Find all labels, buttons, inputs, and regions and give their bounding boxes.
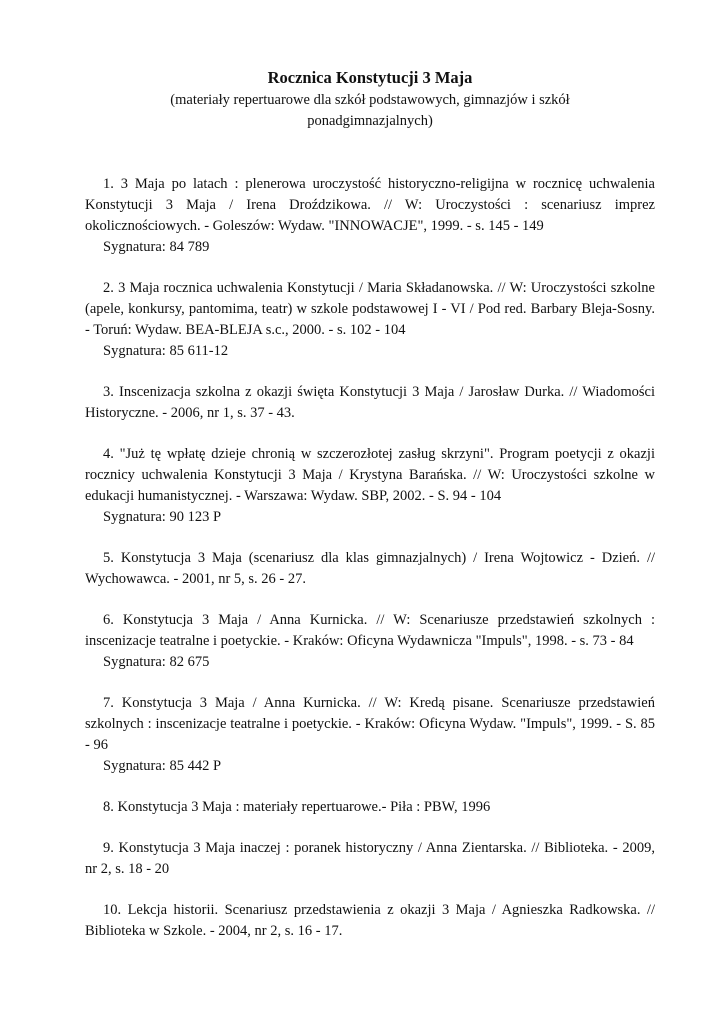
entry-text: 6. Konstytucja 3 Maja / Anna Kurnicka. // W: Scenariusze przedstawień szkolnych : inscenizacje teatralne i poetyckie. - Kraków: Oficyna Wydawnicza "Impuls", 1998. - s. 73 - 84	[85, 612, 655, 649]
bibliography-entry	[85, 693, 655, 777]
entry-text: 3. Inscenizacja szkolna z okazji święta Konstytucji 3 Maja / Jarosław Durka. // Wiadomości Historyczne. - 2006, nr 1, s. 37 - 43.	[85, 384, 655, 421]
entry-text: 7. Konstytucja 3 Maja / Anna Kurnicka. // W: Kredą pisane. Scenariusze przedstawień szkolnych : inscenizacje teatralne i poetyckie. - Kraków: Oficyna Wydaw. "Impuls", 1999. - S. 85 - 96	[85, 695, 655, 753]
bibliography-list	[85, 174, 655, 942]
entry-text: 9. Konstytucja 3 Maja inaczej : poranek historyczny / Anna Zientarska. // Biblioteka. - 2009, nr 2, s. 18 - 20	[85, 840, 655, 877]
bibliography-entry	[85, 610, 655, 673]
entry-signature: Sygnatura: 85 611-12	[103, 343, 229, 359]
document-title: Rocznica Konstytucji 3 Maja	[267, 68, 473, 87]
entry-text: 5. Konstytucja 3 Maja (scenariusz dla klas gimnazjalnych) / Irena Wojtowicz - Dzień. // Wychowawca. - 2001, nr 5, s. 26 - 27.	[85, 550, 655, 587]
entry-text: 10. Lekcja historii. Scenariusz przedstawienia z okazji 3 Maja / Agnieszka Radkowska. // Biblioteka w Szkole. - 2004, nr 2, s. 16 - 17.	[85, 902, 655, 939]
bibliography-entry	[85, 444, 655, 528]
document-page	[85, 66, 655, 962]
entry-signature: Sygnatura: 85 442 P	[103, 758, 222, 774]
bibliography-entry	[85, 797, 655, 818]
entry-signature: Sygnatura: 90 123 P	[103, 509, 222, 525]
bibliography-entry	[85, 838, 655, 880]
entry-text: 2. 3 Maja rocznica uchwalenia Konstytucji / Maria Składanowska. // W: Uroczystości szkolne (apele, konkursy, pantomima, teatr) w szkole podstawowej I - VI / Pod red. Barbary Bleja-Sosny. - Toruń: Wydaw. BEA-BLEJA s.c., 2000. - s. 102 - 104	[85, 280, 655, 338]
bibliography-entry	[85, 382, 655, 424]
entry-text: 1. 3 Maja po latach : plenerowa uroczystość historyczno-religijna w rocznicę uchwalenia Konstytucji 3 Maja / Irena Droździkowa. // W: Uroczystości : scenariusz imprez okolicznościowych. - Goleszów: Wydaw. "INNOWACJE", 1999. - s. 145 - 149	[85, 176, 655, 234]
bibliography-entry	[85, 900, 655, 942]
document-subtitle: (materiały repertuarowe dla szkół podstawowych, gimnazjów i szkół ponadgimnazjalnych)	[170, 92, 570, 129]
bibliography-entry	[85, 278, 655, 362]
bibliography-entry	[85, 174, 655, 258]
entry-text: 8. Konstytucja 3 Maja : materiały repertuarowe.- Piła : PBW, 1996	[103, 799, 491, 815]
entry-signature: Sygnatura: 82 675	[103, 654, 210, 670]
bibliography-entry	[85, 548, 655, 590]
entry-signature: Sygnatura: 84 789	[103, 239, 210, 255]
entry-text: 4. "Już tę wpłatę dzieje chronią w szczerozłotej zasług skrzyni". Program poetycji z okazji rocznicy uchwalenia Konstytucji 3 Maja / Krystyna Barańska. // W: Uroczystości szkolne w edukacji humanistycznej. - Warszawa: Wydaw. SBP, 2002. - S. 94 - 104	[85, 446, 655, 504]
